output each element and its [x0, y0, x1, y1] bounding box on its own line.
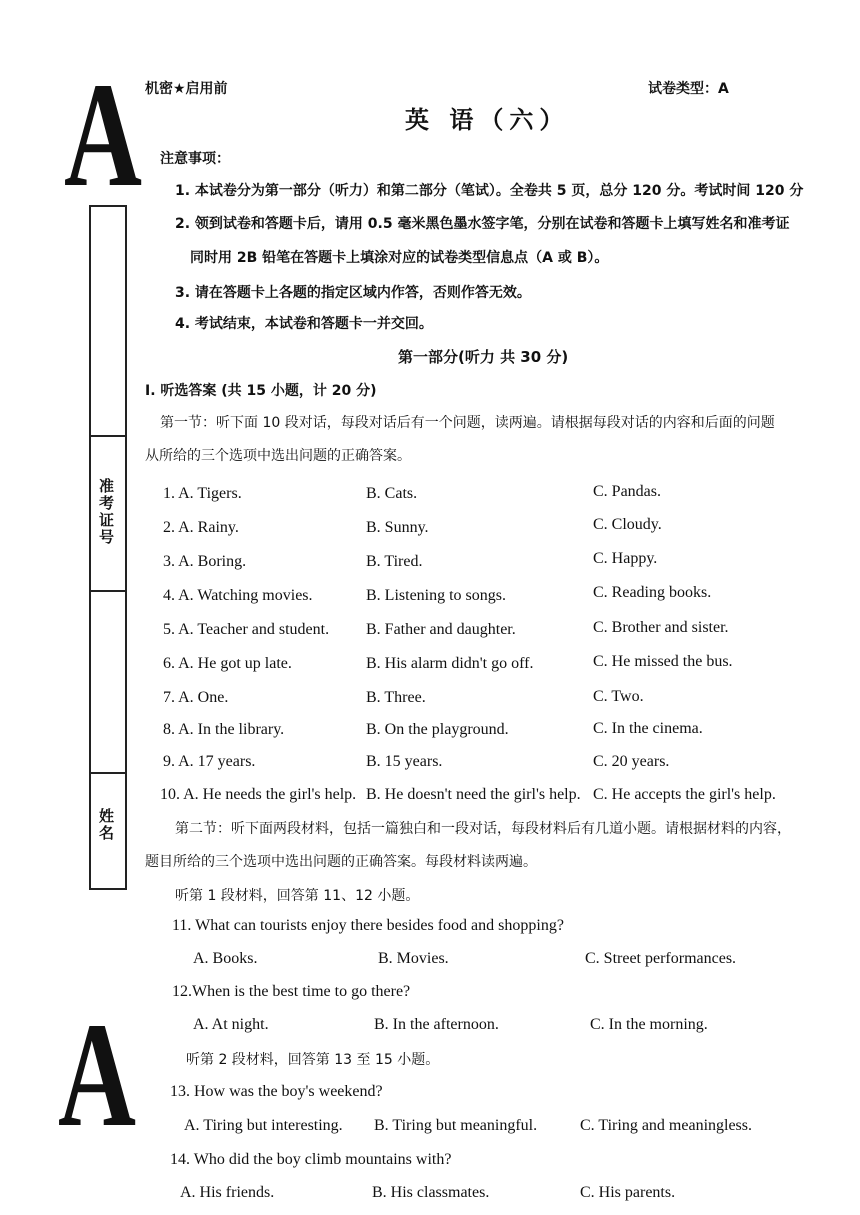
question-option-a: 3. A. Boring.: [163, 553, 247, 570]
part-heading: 第一部分(听力 共 30 分): [398, 348, 569, 366]
section-intro: 题目所给的三个选项中选出问题的正确答案。每段材料读两遍。: [145, 854, 537, 870]
question-option-a: 5. A. Teacher and student.: [163, 621, 330, 638]
id-number-label: 准考证号: [97, 478, 115, 546]
question-option-a: 8. A. In the library.: [163, 721, 285, 738]
question-stem: 13. How was the boy's weekend?: [170, 1083, 383, 1100]
question-option-b: B. He doesn't need the girl's help.: [366, 786, 581, 803]
question-option-c: C. Brother and sister.: [593, 619, 729, 636]
notice-heading: 注意事项：: [160, 151, 230, 167]
exam-title: 英 语（六）: [405, 106, 570, 134]
question-option-a: A. At night.: [193, 1016, 269, 1033]
question-option-b: B. Sunny.: [366, 519, 429, 536]
large-letter-a-top: A: [64, 52, 142, 218]
question-option-a: 6. A. He got up late.: [163, 655, 292, 672]
binding-divider: [89, 435, 127, 437]
question-option-a: A. His friends.: [180, 1184, 275, 1201]
notice-item: 1. 本试卷分为第一部分（听力）和第二部分（笔试）。全卷共 5 页，总分 120 分。考试时间 120 分: [175, 183, 804, 199]
material-instruction: 听第 2 段材料，回答第 13 至 15 小题。: [186, 1052, 440, 1068]
question-option-b: B. Father and daughter.: [366, 621, 516, 638]
question-option-c: C. Tiring and meaningless.: [580, 1117, 753, 1134]
question-option-c: C. Cloudy.: [593, 516, 662, 533]
question-option-c: C. In the morning.: [590, 1016, 708, 1033]
notice-item: 3. 请在答题卡上各题的指定区域内作答，否则作答无效。: [175, 285, 531, 301]
question-option-b: B. On the playground.: [366, 721, 509, 738]
question-option-a: 4. A. Watching movies.: [163, 587, 313, 604]
question-option-b: B. Movies.: [378, 950, 449, 967]
binding-divider: [89, 772, 127, 774]
question-stem: 14. Who did the boy climb mountains with?: [170, 1151, 452, 1168]
section-intro: 第一节：听下面 10 段对话，每段对话后有一个问题，读两遍。请根据每段对话的内容和后面的问题: [160, 415, 775, 431]
large-letter-a-bottom: A: [58, 992, 136, 1158]
question-option-c: C. Street performances.: [585, 950, 737, 967]
question-option-c: C. Two.: [593, 688, 644, 705]
question-option-b: B. His classmates.: [372, 1184, 490, 1201]
notice-item: 4. 考试结束，本试卷和答题卡一并交回。: [175, 316, 433, 332]
question-option-c: C. His parents.: [580, 1184, 676, 1201]
question-stem: 12.When is the best time to go there?: [172, 983, 411, 1000]
question-option-b: B. Tired.: [366, 553, 423, 570]
question-option-b: B. 15 years.: [366, 753, 443, 770]
question-option-b: B. Tiring but meaningful.: [374, 1117, 538, 1134]
question-option-a: A. Tiring but interesting.: [184, 1117, 343, 1134]
question-option-a: 1. A. Tigers.: [163, 485, 242, 502]
question-option-c: C. In the cinema.: [593, 720, 703, 737]
question-option-c: C. Pandas.: [593, 483, 661, 500]
question-option-b: B. Cats.: [366, 485, 418, 502]
question-option-b: B. Three.: [366, 689, 426, 706]
notice-item: 2. 领到试卷和答题卡后，请用 0.5 毫米黑色墨水签字笔，分别在试卷和答题卡上填写姓名和准考证: [175, 216, 790, 232]
question-option-c: C. Happy.: [593, 550, 658, 567]
section-intro: 第二节：听下面两段材料，包括一篇独白和一段对话，每段材料后有几道小题。请根据材料的内容，: [175, 821, 791, 837]
question-option-a: 7. A. One.: [163, 689, 229, 706]
question-stem: 11. What can tourists enjoy there besides food and shopping?: [172, 917, 564, 934]
paper-type: 试卷类型：A: [648, 81, 729, 97]
question-option-b: B. His alarm didn't go off.: [366, 655, 534, 672]
confidential-mark: 机密★启用前: [145, 81, 228, 97]
material-instruction: 听第 1 段材料，回答第 11、12 小题。: [175, 888, 420, 904]
question-option-b: B. In the afternoon.: [374, 1016, 499, 1033]
question-option-a: 9. A. 17 years.: [163, 753, 256, 770]
question-option-c: C. Reading books.: [593, 584, 712, 601]
binding-divider: [89, 590, 127, 592]
question-option-a: 2. A. Rainy.: [163, 519, 239, 536]
section-intro: 从所给的三个选项中选出问题的正确答案。: [145, 448, 411, 464]
question-option-c: C. He missed the bus.: [593, 653, 733, 670]
question-option-b: B. Listening to songs.: [366, 587, 507, 604]
section-title: I. 听选答案 (共 15 小题，计 20 分): [145, 383, 377, 399]
name-label: 姓名: [97, 808, 115, 842]
question-option-a: 10. A. He needs the girl's help.: [160, 786, 357, 803]
question-option-c: C. 20 years.: [593, 753, 670, 770]
binding-strip: [89, 205, 127, 890]
question-option-c: C. He accepts the girl's help.: [593, 786, 776, 803]
question-option-a: A. Books.: [193, 950, 258, 967]
notice-item: 同时用 2B 铅笔在答题卡上填涂对应的试卷类型信息点（A 或 B）。: [190, 250, 609, 266]
